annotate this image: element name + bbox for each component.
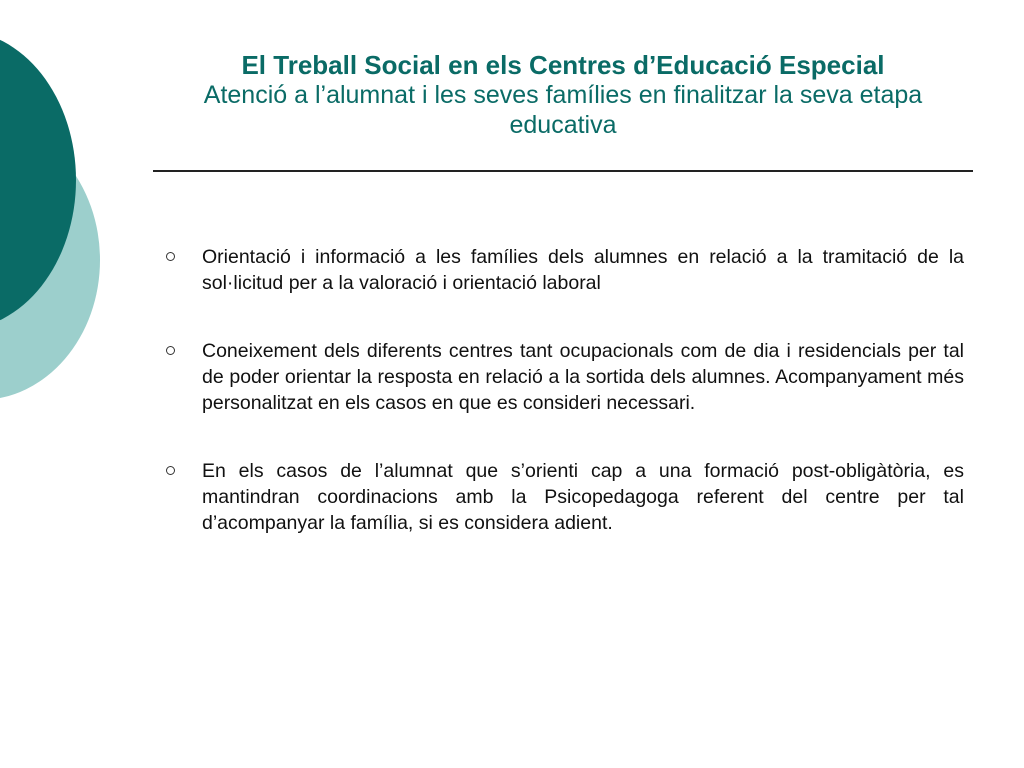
bullet-text: Coneixement dels diferents centres tant ocupacionals com de dia i residencials per tal de poder orientar la resposta en relació a la sortida dels alumnes. Acompanyament més personalitzat en els casos en que es consideri necessari.	[202, 340, 964, 414]
circle-bullet-icon	[166, 346, 175, 355]
bullet-text: Orientació i informació a les famílies dels alumnes en relació a la tramitació de la sol·licitud per a la valoració i orientació laboral	[202, 246, 964, 294]
bullet-item	[160, 338, 964, 416]
bullet-text: En els casos de l’alumnat que s’orienti cap a una formació post-obligàtòria, es mantindran coordinacions amb la Psicopedagoga referent del centre per tal d’acompanyar la família, si es considera adient.	[202, 460, 964, 534]
slide-title: El Treball Social en els Centres d’Educació Especial	[241, 50, 885, 80]
bullet-item	[160, 458, 964, 536]
circle-bullet-icon	[166, 252, 175, 261]
title-divider	[153, 170, 973, 172]
circle-bullet-icon	[166, 466, 175, 475]
bullet-item	[160, 244, 964, 296]
bullet-list	[160, 244, 964, 578]
title-block	[150, 50, 976, 140]
slide-subtitle: Atenció a l’alumnat i les seves famílies en finalitzar la seva etapa educativa	[203, 81, 923, 139]
